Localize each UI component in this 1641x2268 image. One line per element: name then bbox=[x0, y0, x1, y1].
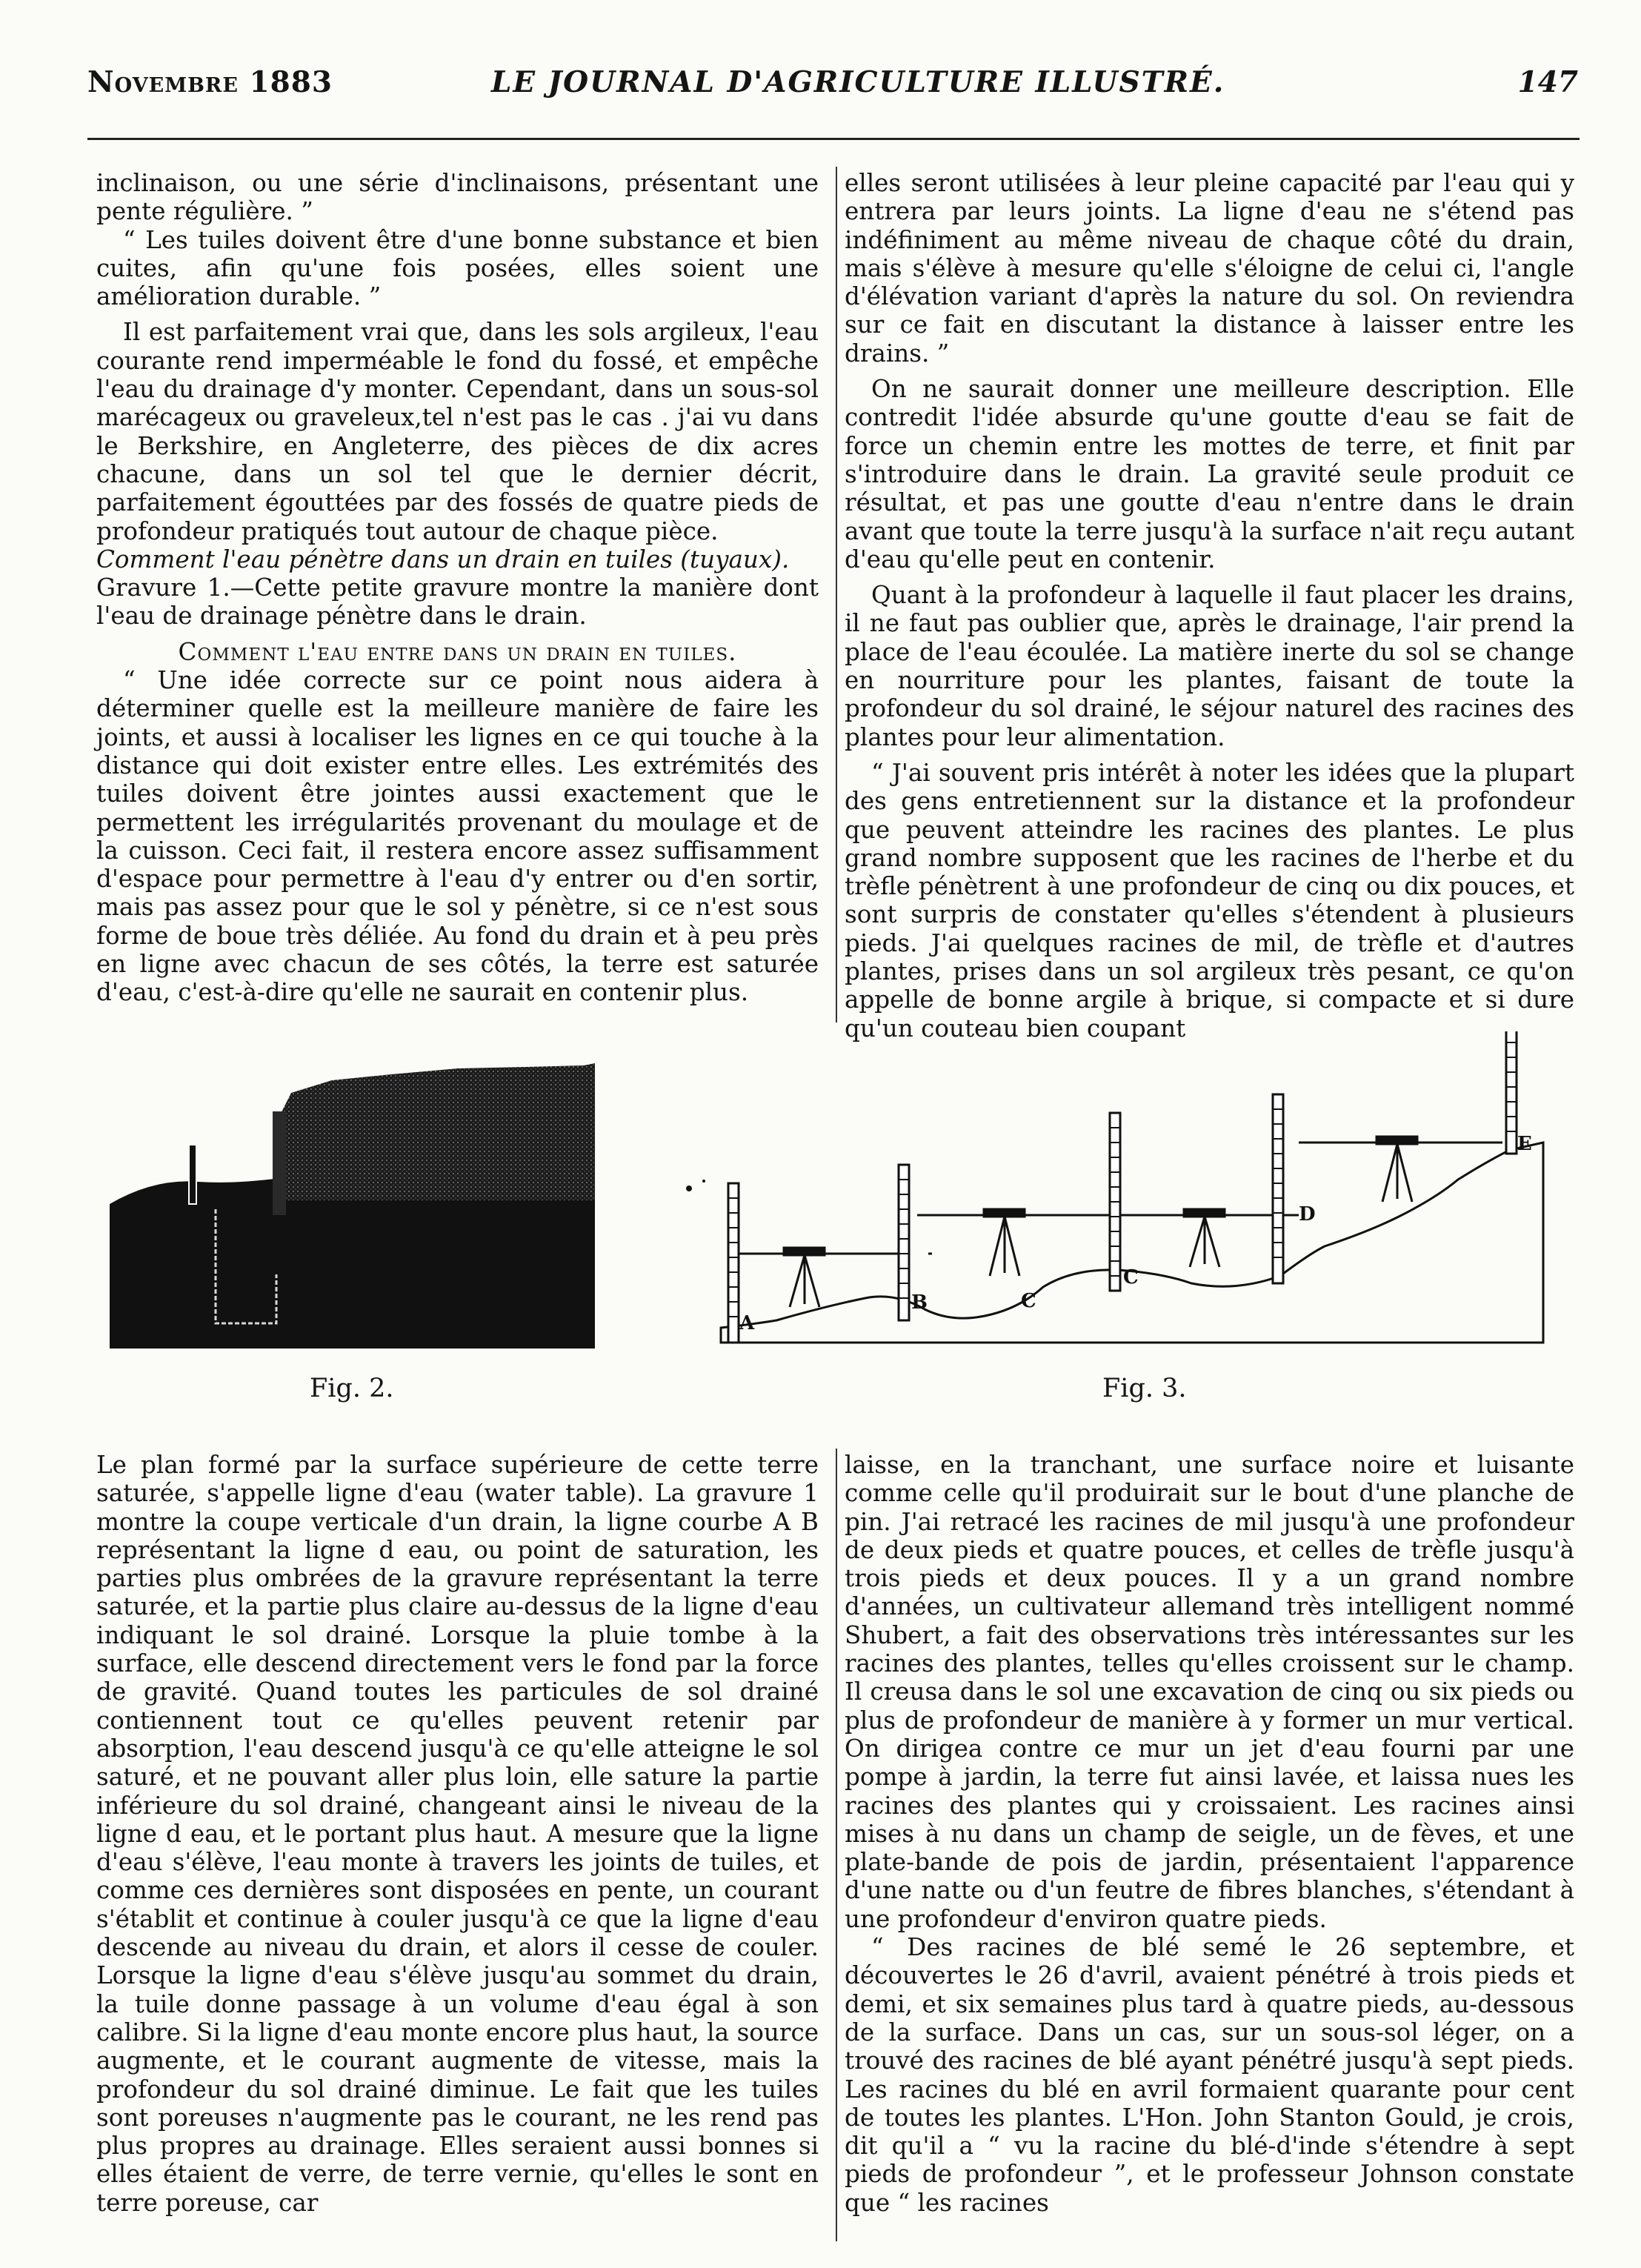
fig3-label-b: B bbox=[911, 1291, 928, 1314]
paragraph: inclinaison, ou une série d'inclinaisons, présentant une pente régulière. ” bbox=[96, 169, 819, 226]
figure-2-illustration bbox=[110, 1052, 658, 1349]
bottom-right-column bbox=[845, 1451, 1574, 2217]
figure-2-caption: Fig. 2. bbox=[310, 1374, 394, 1403]
paragraph: “ Des racines de blé semé le 26 septembre, et découvertes le 26 d'avril, avaient pénétré à trois pieds et demi, et six semaines plus tard à quatre pieds, au-dessous de la surface. Dans un cas, sur un sous-sol léger, on a trouvé des racines de blé ayant pénétré jusqu'à sept pieds. Les racines du blé en avril formaient quarante pour cent de toutes les plantes. L'Hon. John Stanton Gould, je crois, dit qu'il a “ vu la racine du blé-d'inde s'étendre à sept pieds de profondeur ”, et le professeur Johnson constate que “ les racines bbox=[845, 1933, 1574, 2217]
paragraph: Il est parfaitement vrai que, dans les sols argileux, l'eau courante rend imperméable le fond du fossé, et empêche l'eau du drainage d'y monter. Cependant, dans un sous-sol marécageux ou graveleux,tel n'est pas le cas . j'ai vu dans le Berkshire, en Angleterre, des pièces de dix acres chacune, dans un sol tel que le dernier décrit, parfaitement égouttées par des fossés de quatre pieds de profondeur pratiqués tout autour de chaque pièce. bbox=[96, 318, 819, 545]
fig3-label-d: D bbox=[1299, 1203, 1316, 1226]
page-header bbox=[87, 65, 1578, 117]
paragraph: laisse, en la tranchant, une surface noire et luisante comme celle qu'il produirait sur le bout d'une planche de pin. J'ai retracé les racines de mil jusqu'à une profondeur de deux pieds et quatre pouces, et celles de trèfle jusqu'à trois pieds et deux pouces. Il y a un grand nombre d'années, un cultivateur allemand très intelligent nommé Shubert, a fait des observations très intéressantes sur les racines des plantes, telles qu'elles croissent sur le champ. Il creusa dans le sol une excavation de cinq ou six pieds ou plus de profondeur de manière à y former un mur vertical. On dirigea contre ce mur un jet d'eau fourni par une pompe à jardin, la terre fut ainsi lavée, et laissa nues les racines des plantes qui y croissaient. Les racines ainsi mises à nu dans un champ de seigle, un de fèves, et une plate-bande de pois de jardin, présentaient l'apparence d'une natte ou d'un feutre de fibres blanches, s'étendant à une profondeur d'environ quatre pieds. bbox=[845, 1451, 1574, 1933]
paragraph: Quant à la profondeur à laquelle il faut placer les drains, il ne faut pas oublier que, après le drainage, l'air prend la place de l'eau écoulée. La matière inerte du sol se change en nourriture pour les plantes, faisant de toute la profondeur du sol drainé, le séjour naturel des racines des plantes pour leur alimentation. bbox=[845, 581, 1574, 751]
paragraph: “ J'ai souvent pris intérêt à noter les idées que la plupart des gens entretiennent sur la distance et la profondeur que peuvent atteindre les racines des plantes. Le plus grand nombre supposent que les racines de l'herbe et du trèfle pénètrent à une profondeur de cinq ou dix pouces, et sont surpris de constater qu'elles s'étendent à plusieurs pieds. J'ai quelques racines de mil, de trèfle et d'autres plantes, prises dans un sol argileux très pesant, ce qu'on appelle de bonne argile à brique, si compacte et si dure qu'un couteau bien coupant bbox=[845, 758, 1574, 1042]
figure-3-caption: Fig. 3. bbox=[1102, 1374, 1187, 1403]
top-right-column bbox=[845, 169, 1574, 1042]
figures-area bbox=[87, 1031, 1580, 1417]
header-rule bbox=[87, 138, 1580, 140]
subheading: Comment l'eau entre dans un drain en tuiles. bbox=[178, 637, 737, 666]
column-divider-bottom bbox=[836, 1449, 837, 2241]
header-page-number: 147 bbox=[1517, 65, 1578, 99]
top-left-column bbox=[96, 169, 819, 1007]
column-divider-top bbox=[836, 167, 837, 1022]
header-date: Novembre 1883 bbox=[87, 65, 333, 99]
fig3-label-a: A bbox=[739, 1312, 755, 1334]
fig3-label-c2: C bbox=[1123, 1266, 1139, 1288]
figure-3-illustration bbox=[673, 1031, 1577, 1350]
bottom-left-column bbox=[96, 1451, 819, 2217]
paragraph: elles seront utilisées à leur pleine capacité par l'eau qui y entrera par leurs joints. La ligne d'eau ne s'étend pas indéfiniment au même niveau de chaque côté du drain, mais s'élève à mesure qu'elle s'éloigne de celui ci, l'angle d'élévation variant d'après la nature du sol. On reviendra sur ce fait en discutant la distance à laisser entre les drains. ” bbox=[845, 169, 1574, 368]
section-heading: Comment l'eau pénètre dans un drain en tuiles (tuyaux). bbox=[96, 545, 790, 573]
fig3-label-c1: C bbox=[1021, 1290, 1036, 1312]
paragraph: “ Les tuiles doivent être d'une bonne substance et bien cuites, afin qu'une fois posées, elles soient une amélioration durable. ” bbox=[96, 225, 819, 311]
paragraph: “ Une idée correcte sur ce point nous aidera à déterminer quelle est la meilleure manière de faire les joints, et aussi à localiser les lignes en ce qui touche à la distance qui doit exister entre elles. Les extrémités des tuiles doivent être jointes aussi exactement que le permettent les irrégularités provenant du moulage et de la cuisson. Ceci fait, il restera encore assez suffisamment d'espace pour permettre à l'eau d'y entrer ou d'en sortir, mais pas assez pour que le sol y pénètre, si ce n'est sous forme de boue très déliée. Au fond du drain et à peu près en ligne avec chacun de ses côtés, la terre est saturée d'eau, c'est-à-dire qu'elle ne saurait en contenir plus. bbox=[96, 666, 819, 1007]
fig3-label-e: E bbox=[1517, 1133, 1532, 1155]
header-journal-title: LE JOURNAL D'AGRICULTURE ILLUSTRÉ. bbox=[491, 65, 1225, 99]
paragraph: On ne saurait donner une meilleure description. Elle contredit l'idée absurde qu'une goutte d'eau se fait de force un chemin entre les mottes de terre, et finit par s'introduire dans le drain. La gravité seule produit ce résultat, et pas une goutte d'eau n'entre dans le drain avant que toute la terre jusqu'à la surface n'ait reçu autant d'eau qu'elle peut en contenir. bbox=[845, 375, 1574, 573]
paragraph: Le plan formé par la surface supérieure de cette terre saturée, s'appelle ligne d'eau (water table). La gravure 1 montre la coupe verticale d'un drain, la ligne courbe A B représentant la ligne d eau, ou point de saturation, les parties plus ombrées de la gravure représentant la terre saturée, et la partie plus claire au-dessus de la ligne d'eau indiquant le sol drainé. Lorsque la pluie tombe à la surface, elle descend directement vers le fond par la force de gravité. Quand toutes les particules de sol drainé contiennent tout ce qu'elles peuvent retenir par absorption, l'eau descend jusqu'à ce qu'elle atteigne le sol saturé, et ne pouvant aller plus loin, elle sature la partie inférieure du sol drainé, changeant ainsi le niveau de la ligne d eau, et le portant plus haut. A mesure que la ligne d'eau s'élève, l'eau monte à travers les joints de tuiles, et comme ces dernières sont disposées en pente, un courant s'établit et continue à couler jusqu'à ce que la ligne d'eau descende au niveau du drain, et alors il cesse de couler. Lorsque la ligne d'eau s'élève jusqu'au sommet du drain, la tuile donne passage à un volume d'eau égal à son calibre. Si la ligne d'eau monte encore plus haut, la source augmente, et le courant augmente de vitesse, mais la profondeur du sol drainé diminue. Le fait que les tuiles sont poreuses n'augmente pas le courant, ne les rend pas plus propres au drainage. Elles seraient aussi bonnes si elles étaient de verre, de terre vernie, qu'elles le sont en terre poreuse, car bbox=[96, 1451, 819, 2217]
paragraph: Gravure 1.—Cette petite gravure montre la manière dont l'eau de drainage pénètre dans le drain. bbox=[96, 573, 819, 631]
